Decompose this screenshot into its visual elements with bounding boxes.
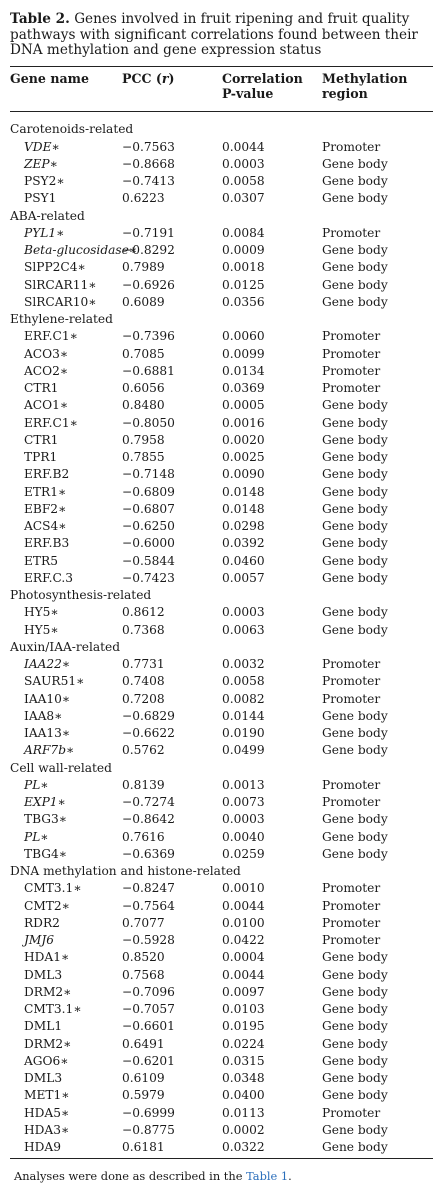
- pcc-cell: 0.8139: [122, 777, 165, 792]
- table-row: [10, 397, 433, 414]
- gene-name-cell: SlPP2C4∗: [24, 260, 86, 275]
- pcc-cell: −0.7413: [122, 174, 175, 189]
- methylation-region-cell: Gene body: [322, 1036, 388, 1051]
- pvalue-cell: 0.0063: [222, 622, 265, 637]
- methylation-region-cell: Gene body: [322, 277, 388, 292]
- methylation-region-cell: Gene body: [322, 950, 388, 965]
- pcc-cell: −0.6250: [122, 519, 175, 534]
- header-pcc: PCC (r): [122, 70, 175, 86]
- gene-name-cell: CMT3.1∗: [24, 881, 82, 896]
- group-header: [10, 121, 433, 138]
- table-row: [10, 277, 433, 294]
- gene-name-cell: ACO2∗: [24, 363, 69, 378]
- pvalue-cell: 0.0010: [222, 881, 265, 896]
- gene-name-cell: AGO6∗: [24, 1053, 69, 1068]
- gene-name-cell: HDA9: [24, 1140, 61, 1155]
- group-name: Ethylene-related: [10, 312, 113, 327]
- pcc-cell: −0.8247: [122, 881, 175, 896]
- pcc-cell: 0.8480: [122, 398, 165, 413]
- gene-name-cell: ERF.C1∗: [24, 329, 78, 344]
- pvalue-cell: 0.0369: [222, 381, 265, 396]
- pcc-cell: −0.6622: [122, 726, 175, 741]
- group-header: [10, 587, 433, 604]
- methylation-region-cell: Gene body: [322, 519, 388, 534]
- gene-name-cell: ARF7b∗: [24, 743, 75, 758]
- methylation-region-cell: Gene body: [322, 1019, 388, 1034]
- pvalue-cell: 0.0009: [222, 243, 265, 258]
- table-row: [10, 984, 433, 1001]
- pcc-cell: −0.5928: [122, 933, 175, 948]
- pvalue-cell: 0.0005: [222, 398, 265, 413]
- pcc-cell: 0.7616: [122, 829, 165, 844]
- table-row: [10, 898, 433, 915]
- methylation-region-cell: Gene body: [322, 415, 388, 430]
- table-row: [10, 259, 433, 276]
- pcc-cell: −0.7396: [122, 329, 175, 344]
- gene-name-cell: PL∗: [24, 777, 49, 792]
- table-row: [10, 139, 433, 156]
- table-row: [10, 1018, 433, 1035]
- table-row: [10, 553, 433, 570]
- table-footnote: Analyses were done as described in the Table 1.: [14, 1169, 292, 1184]
- pvalue-cell: 0.0307: [222, 191, 265, 206]
- pcc-cell: −0.7423: [122, 570, 175, 585]
- pcc-cell: 0.8612: [122, 605, 165, 620]
- table-row: [10, 173, 433, 190]
- table-row: [10, 535, 433, 552]
- table-row: [10, 518, 433, 535]
- gene-name-cell: VDE∗: [24, 139, 60, 154]
- pvalue-cell: 0.0103: [222, 1002, 265, 1017]
- table-row: [10, 570, 433, 587]
- table-row: [10, 622, 433, 639]
- pvalue-cell: 0.0082: [222, 691, 265, 706]
- methylation-region-cell: Gene body: [322, 398, 388, 413]
- methylation-region-cell: Promoter: [322, 933, 381, 948]
- methylation-region-cell: Gene body: [322, 708, 388, 723]
- pcc-cell: 0.7408: [122, 674, 165, 689]
- table-row: [10, 604, 433, 621]
- group-name: DNA methylation and histone-related: [10, 864, 241, 879]
- pvalue-cell: 0.0097: [222, 984, 265, 999]
- pvalue-cell: 0.0044: [222, 967, 265, 982]
- gene-name-cell: TBG3∗: [24, 812, 68, 827]
- pcc-cell: −0.8775: [122, 1122, 175, 1137]
- gene-name-cell: ACO1∗: [24, 398, 69, 413]
- table-row: [10, 829, 433, 846]
- pvalue-cell: 0.0073: [222, 795, 265, 810]
- table-row: [10, 1105, 433, 1122]
- table-row: [10, 432, 433, 449]
- gene-table: [10, 67, 433, 1157]
- gene-name-cell: ERF.B2: [24, 467, 70, 482]
- pvalue-cell: 0.0356: [222, 294, 265, 309]
- group-header: [10, 311, 433, 328]
- pcc-cell: 0.7731: [122, 657, 165, 672]
- pcc-cell: 0.7077: [122, 915, 165, 930]
- pvalue-cell: 0.0148: [222, 501, 265, 516]
- pcc-cell: 0.6089: [122, 294, 165, 309]
- methylation-region-cell: Gene body: [322, 1140, 388, 1155]
- table-row: [10, 1036, 433, 1053]
- pvalue-cell: 0.0003: [222, 156, 265, 171]
- pvalue-cell: 0.0322: [222, 1140, 265, 1155]
- pcc-cell: −0.6000: [122, 536, 175, 551]
- gene-name-cell: IAA8∗: [24, 708, 63, 723]
- gene-name-cell: ERF.C.3: [24, 570, 74, 585]
- table-row: [10, 915, 433, 932]
- gene-name-cell: CTR1: [24, 432, 59, 447]
- table-row: [10, 363, 433, 380]
- pvalue-cell: 0.0315: [222, 1053, 265, 1068]
- methylation-region-cell: Gene body: [322, 467, 388, 482]
- pcc-cell: −0.5844: [122, 553, 175, 568]
- pcc-cell: −0.7096: [122, 984, 175, 999]
- methylation-region-cell: Gene body: [322, 501, 388, 516]
- group-name: Carotenoids-related: [10, 122, 134, 137]
- pvalue-cell: 0.0499: [222, 743, 265, 758]
- table-row: [10, 190, 433, 207]
- header-row: [10, 67, 433, 112]
- gene-name-cell: MET1∗: [24, 1088, 70, 1103]
- table-row: [10, 932, 433, 949]
- pcc-cell: −0.7191: [122, 225, 175, 240]
- table-row: [10, 880, 433, 897]
- pcc-cell: −0.8642: [122, 812, 175, 827]
- pvalue-cell: 0.0298: [222, 519, 265, 534]
- methylation-region-cell: Promoter: [322, 691, 381, 706]
- table-row: [10, 346, 433, 363]
- gene-name-cell: HY5∗: [24, 622, 59, 637]
- table-row: [10, 794, 433, 811]
- gene-name-cell: SlRCAR10∗: [24, 294, 97, 309]
- group-name: ABA-related: [10, 208, 85, 223]
- pcc-cell: −0.6881: [122, 363, 175, 378]
- header-methylation: Methylation region: [322, 70, 408, 101]
- table-caption: [10, 12, 433, 59]
- group-name: Photosynthesis-related: [10, 588, 152, 603]
- table-row: [10, 1122, 433, 1139]
- table-row: [10, 242, 433, 259]
- table-row: [10, 708, 433, 725]
- pcc-cell: −0.7564: [122, 898, 175, 913]
- gene-name-cell: DML3: [24, 967, 63, 982]
- gene-name-cell: EXP1∗: [24, 795, 66, 810]
- table-row: [10, 967, 433, 984]
- methylation-region-cell: Gene body: [322, 174, 388, 189]
- pcc-cell: 0.7368: [122, 622, 165, 637]
- pcc-cell: −0.6999: [122, 1105, 175, 1120]
- gene-name-cell: IAA10∗: [24, 691, 71, 706]
- methylation-region-cell: Gene body: [322, 156, 388, 171]
- gene-name-cell: IAA22∗: [24, 657, 71, 672]
- methylation-region-cell: Gene body: [322, 191, 388, 206]
- pvalue-cell: 0.0190: [222, 726, 265, 741]
- methylation-region-cell: Promoter: [322, 915, 381, 930]
- table-row: [10, 415, 433, 432]
- pvalue-cell: 0.0195: [222, 1019, 265, 1034]
- gene-name-cell: HY5∗: [24, 605, 59, 620]
- methylation-region-cell: Gene body: [322, 1071, 388, 1086]
- table-row: [10, 1053, 433, 1070]
- pcc-cell: −0.6926: [122, 277, 175, 292]
- pvalue-cell: 0.0018: [222, 260, 265, 275]
- pvalue-cell: 0.0099: [222, 346, 265, 361]
- pvalue-cell: 0.0422: [222, 933, 265, 948]
- table-row: [10, 725, 433, 742]
- table-row: [10, 328, 433, 345]
- gene-name-cell: ETR1∗: [24, 484, 67, 499]
- gene-name-cell: JMJ6: [24, 933, 55, 948]
- pcc-cell: −0.6201: [122, 1053, 175, 1068]
- pcc-cell: 0.5762: [122, 743, 165, 758]
- table-row: [10, 294, 433, 311]
- pvalue-cell: 0.0259: [222, 846, 265, 861]
- pcc-cell: −0.6807: [122, 501, 175, 516]
- methylation-region-cell: Gene body: [322, 1088, 388, 1103]
- pvalue-cell: 0.0348: [222, 1071, 265, 1086]
- pvalue-cell: 0.0392: [222, 536, 265, 551]
- table-row: [10, 484, 433, 501]
- pvalue-cell: 0.0016: [222, 415, 265, 430]
- table-row: [10, 156, 433, 173]
- methylation-region-cell: Gene body: [322, 553, 388, 568]
- gene-name-cell: DRM2∗: [24, 1036, 72, 1051]
- table-row: [10, 1139, 433, 1156]
- pvalue-cell: 0.0113: [222, 1105, 265, 1120]
- pvalue-cell: 0.0125: [222, 277, 265, 292]
- pvalue-cell: 0.0003: [222, 812, 265, 827]
- pcc-cell: −0.7148: [122, 467, 175, 482]
- methylation-region-cell: Gene body: [322, 846, 388, 861]
- gene-name-cell: PSY2∗: [24, 174, 65, 189]
- table-row: [10, 501, 433, 518]
- pcc-cell: 0.6491: [122, 1036, 165, 1051]
- table-row: [10, 466, 433, 483]
- gene-name-cell: HDA5∗: [24, 1105, 70, 1120]
- pvalue-cell: 0.0057: [222, 570, 265, 585]
- pcc-cell: 0.6056: [122, 381, 165, 396]
- pvalue-cell: 0.0044: [222, 139, 265, 154]
- group-header: [10, 208, 433, 225]
- gene-name-cell: PL∗: [24, 829, 49, 844]
- methylation-region-cell: Promoter: [322, 381, 381, 396]
- pcc-cell: −0.6829: [122, 708, 175, 723]
- gene-name-cell: HDA3∗: [24, 1122, 70, 1137]
- group-name: Cell wall-related: [10, 760, 112, 775]
- bottom-rule: [10, 1158, 433, 1159]
- table-row: [10, 656, 433, 673]
- gene-name-cell: SAUR51∗: [24, 674, 85, 689]
- pcc-cell: 0.5979: [122, 1088, 165, 1103]
- gene-name-cell: ERF.C1∗: [24, 415, 78, 430]
- pvalue-cell: 0.0084: [222, 225, 265, 240]
- gene-name-cell: ACS4∗: [24, 519, 67, 534]
- gene-name-cell: RDR2: [24, 915, 60, 930]
- gene-name-cell: DML1: [24, 1019, 63, 1034]
- table-row: [10, 777, 433, 794]
- pvalue-cell: 0.0460: [222, 553, 265, 568]
- methylation-region-cell: Gene body: [322, 450, 388, 465]
- table-row: [10, 673, 433, 690]
- gene-name-cell: DML3: [24, 1071, 63, 1086]
- pcc-cell: −0.7563: [122, 139, 175, 154]
- pcc-cell: 0.7958: [122, 432, 165, 447]
- pvalue-cell: 0.0090: [222, 467, 265, 482]
- methylation-region-cell: Gene body: [322, 294, 388, 309]
- methylation-region-cell: Promoter: [322, 674, 381, 689]
- group-header: [10, 863, 433, 880]
- table-row: [10, 225, 433, 242]
- pvalue-cell: 0.0058: [222, 174, 265, 189]
- pvalue-cell: 0.0020: [222, 432, 265, 447]
- pcc-cell: −0.6369: [122, 846, 175, 861]
- pcc-cell: 0.6181: [122, 1140, 165, 1155]
- gene-name-cell: DRM2∗: [24, 984, 72, 999]
- caption-label: Table 2.: [10, 11, 70, 27]
- methylation-region-cell: Promoter: [322, 363, 381, 378]
- pcc-cell: −0.8050: [122, 415, 175, 430]
- pcc-cell: 0.6223: [122, 191, 165, 206]
- methylation-region-cell: Promoter: [322, 795, 381, 810]
- methylation-region-cell: Gene body: [322, 1002, 388, 1017]
- caption-text: Genes involved in fruit ripening and fruit quality pathways with significant correlations found between their DNA methylation and gene expression status: [10, 11, 418, 59]
- methylation-region-cell: Gene body: [322, 570, 388, 585]
- pvalue-cell: 0.0044: [222, 898, 265, 913]
- pvalue-cell: 0.0025: [222, 450, 265, 465]
- table-row: [10, 846, 433, 863]
- gene-name-cell: ACO3∗: [24, 346, 69, 361]
- methylation-region-cell: Promoter: [322, 346, 381, 361]
- gene-name-cell: SlRCAR11∗: [24, 277, 97, 292]
- group-name: Auxin/IAA-related: [10, 639, 121, 654]
- methylation-region-cell: Gene body: [322, 812, 388, 827]
- methylation-region-cell: Gene body: [322, 260, 388, 275]
- gene-name-cell: Beta-glucosidase∗: [24, 243, 138, 258]
- pvalue-cell: 0.0148: [222, 484, 265, 499]
- pvalue-cell: 0.0224: [222, 1036, 265, 1051]
- pcc-cell: −0.8668: [122, 156, 175, 171]
- table-row: [10, 1001, 433, 1018]
- pvalue-cell: 0.0134: [222, 363, 265, 378]
- pcc-cell: 0.6109: [122, 1071, 165, 1086]
- pvalue-cell: 0.0058: [222, 674, 265, 689]
- pcc-cell: 0.7568: [122, 967, 165, 982]
- pcc-cell: 0.7989: [122, 260, 165, 275]
- pvalue-cell: 0.0032: [222, 657, 265, 672]
- gene-name-cell: CMT3.1∗: [24, 1002, 82, 1017]
- pvalue-cell: 0.0060: [222, 329, 265, 344]
- gene-name-cell: ERF.B3: [24, 536, 70, 551]
- header-gene: Gene name: [10, 70, 89, 86]
- methylation-region-cell: Gene body: [322, 484, 388, 499]
- methylation-region-cell: Gene body: [322, 1053, 388, 1068]
- table-row: [10, 742, 433, 759]
- methylation-region-cell: Promoter: [322, 881, 381, 896]
- methylation-region-cell: Gene body: [322, 1122, 388, 1137]
- gene-name-cell: EBF2∗: [24, 501, 67, 516]
- pcc-cell: −0.6809: [122, 484, 175, 499]
- pvalue-cell: 0.0040: [222, 829, 265, 844]
- pvalue-cell: 0.0100: [222, 915, 265, 930]
- table-row: [10, 1087, 433, 1104]
- pcc-cell: 0.7085: [122, 346, 165, 361]
- gene-name-cell: ETR5: [24, 553, 58, 568]
- table-row: [10, 380, 433, 397]
- methylation-region-cell: Promoter: [322, 657, 381, 672]
- pcc-cell: 0.8520: [122, 950, 165, 965]
- methylation-region-cell: Promoter: [322, 1105, 381, 1120]
- table-row: [10, 1070, 433, 1087]
- methylation-region-cell: Promoter: [322, 898, 381, 913]
- pvalue-cell: 0.0003: [222, 605, 265, 620]
- methylation-region-cell: Promoter: [322, 777, 381, 792]
- methylation-region-cell: Gene body: [322, 622, 388, 637]
- table-body: [10, 112, 433, 1157]
- methylation-region-cell: Gene body: [322, 829, 388, 844]
- pvalue-cell: 0.0002: [222, 1122, 265, 1137]
- methylation-region-cell: Gene body: [322, 967, 388, 982]
- methylation-region-cell: Promoter: [322, 329, 381, 344]
- pcc-cell: 0.7208: [122, 691, 165, 706]
- methylation-region-cell: Gene body: [322, 743, 388, 758]
- gene-name-cell: IAA13∗: [24, 726, 71, 741]
- pcc-cell: −0.6601: [122, 1019, 175, 1034]
- pvalue-cell: 0.0004: [222, 950, 265, 965]
- methylation-region-cell: Gene body: [322, 243, 388, 258]
- pcc-cell: −0.7274: [122, 795, 175, 810]
- methylation-region-cell: Gene body: [322, 726, 388, 741]
- table-row: [10, 949, 433, 966]
- pvalue-cell: 0.0400: [222, 1088, 265, 1103]
- gene-name-cell: PYL1∗: [24, 225, 65, 240]
- pvalue-cell: 0.0144: [222, 708, 265, 723]
- pcc-cell: 0.7855: [122, 450, 165, 465]
- methylation-region-cell: Gene body: [322, 432, 388, 447]
- gene-name-cell: CMT2∗: [24, 898, 70, 913]
- pcc-cell: −0.8292: [122, 243, 175, 258]
- table-row: [10, 811, 433, 828]
- methylation-region-cell: Promoter: [322, 225, 381, 240]
- pcc-cell: −0.7057: [122, 1002, 175, 1017]
- gene-name-cell: ZEP∗: [24, 156, 58, 171]
- table-row: [10, 691, 433, 708]
- methylation-region-cell: Gene body: [322, 984, 388, 999]
- table1-link[interactable]: Table 1: [246, 1169, 289, 1184]
- gene-name-cell: TBG4∗: [24, 846, 68, 861]
- table-row: [10, 449, 433, 466]
- gene-name-cell: TPR1: [24, 450, 58, 465]
- gene-name-cell: HDA1∗: [24, 950, 70, 965]
- gene-name-cell: PSY1: [24, 191, 57, 206]
- gene-name-cell: CTR1: [24, 381, 59, 396]
- header-pvalue: Correlation P-value: [222, 70, 303, 101]
- methylation-region-cell: Gene body: [322, 605, 388, 620]
- pvalue-cell: 0.0013: [222, 777, 265, 792]
- group-header: [10, 639, 433, 656]
- group-header: [10, 760, 433, 777]
- methylation-region-cell: Gene body: [322, 536, 388, 551]
- methylation-region-cell: Promoter: [322, 139, 381, 154]
